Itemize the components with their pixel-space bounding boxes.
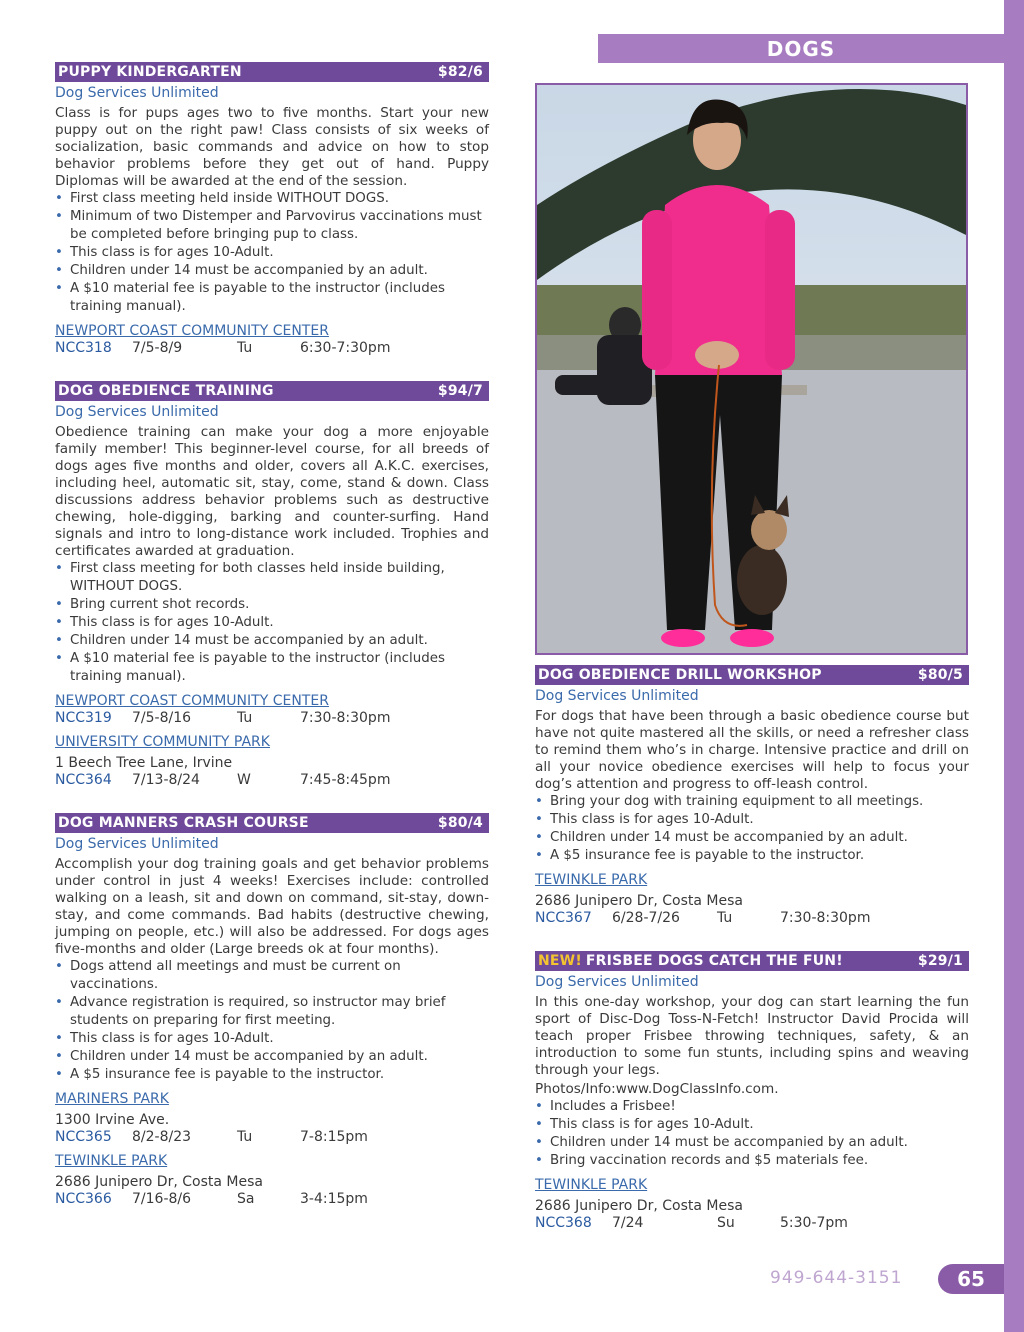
course-provider: Dog Services Unlimited xyxy=(55,404,219,420)
course-description: Class is for pups ages two to five months. Start your new puppy out on the right paw! Class consists of six weeks of socialization, basic commands and advice on how to stop behavior problems before they get out of hand. Puppy Diplomas will be awarded at the end of the session. xyxy=(55,105,489,189)
course-info: Photos/Info:www.DogClassInfo.com. xyxy=(535,1081,779,1097)
course-code[interactable]: NCC319 xyxy=(55,710,112,726)
session-day: Tu xyxy=(237,710,253,726)
course-bullets xyxy=(535,793,969,865)
session-dates: 7/13-8/24 xyxy=(132,772,200,788)
course-code[interactable]: NCC366 xyxy=(55,1191,112,1207)
session-day: Sa xyxy=(237,1191,255,1207)
course-price: $80/4 xyxy=(437,815,483,831)
course-provider: Dog Services Unlimited xyxy=(535,974,699,990)
session-day: Tu xyxy=(237,340,253,356)
bullet-item: • Minimum of two Distemper and Parvovirus vaccinations must be completed before bringing pup to class. xyxy=(55,208,489,244)
session-time: 6:30-7:30pm xyxy=(300,340,391,356)
bullet-item: • Children under 14 must be accompanied by an adult. xyxy=(535,1134,969,1152)
course-bullets xyxy=(55,560,489,686)
location-link[interactable]: MARINERS PARK xyxy=(55,1091,169,1107)
course-price: $29/1 xyxy=(917,953,963,969)
session-day: Tu xyxy=(717,910,733,926)
location-address: 2686 Junipero Dr, Costa Mesa xyxy=(535,1198,743,1214)
session-day: W xyxy=(237,772,251,788)
location-address: 2686 Junipero Dr, Costa Mesa xyxy=(55,1174,263,1190)
location-link[interactable]: TEWINKLE PARK xyxy=(535,1177,648,1193)
session-time: 7:30-8:30pm xyxy=(300,710,391,726)
section-title: DOGS xyxy=(598,34,1004,63)
course-header xyxy=(55,62,489,82)
bullet-item: • Dogs attend all meetings and must be current on vaccinations. xyxy=(55,958,489,994)
course-title: DOG OBEDIENCE TRAINING xyxy=(58,383,274,399)
course-block xyxy=(535,951,969,1232)
course-block xyxy=(55,813,489,1208)
session-time: 7:45-8:45pm xyxy=(300,772,391,788)
session-dates: 8/2-8/23 xyxy=(132,1129,192,1145)
location-address: 2686 Junipero Dr, Costa Mesa xyxy=(535,893,743,909)
course-bullets xyxy=(55,190,489,316)
bullet-item: • First class meeting held inside WITHOUT DOGS. xyxy=(55,190,489,208)
bullet-item: • Advance registration is required, so instructor may brief students on preparing for first meeting. xyxy=(55,994,489,1030)
course-price: $80/5 xyxy=(917,667,963,683)
bullet-item: • Bring vaccination records and $5 materials fee. xyxy=(535,1152,969,1170)
location-link[interactable]: TEWINKLE PARK xyxy=(535,872,648,888)
session-day: Tu xyxy=(237,1129,253,1145)
session-dates: 7/5-8/9 xyxy=(132,340,183,356)
bullet-item: • Children under 14 must be accompanied by an adult. xyxy=(55,262,489,280)
location-address: 1 Beech Tree Lane, Irvine xyxy=(55,755,233,771)
course-block xyxy=(55,381,489,789)
course-code[interactable]: NCC364 xyxy=(55,772,112,788)
bullet-item: • Children under 14 must be accompanied by an adult. xyxy=(55,1048,489,1066)
session-dates: 6/28-7/26 xyxy=(612,910,680,926)
course-provider: Dog Services Unlimited xyxy=(55,836,219,852)
bullet-item: • First class meeting for both classes held inside building, WITHOUT DOGS. xyxy=(55,560,489,596)
session-row xyxy=(55,1129,489,1146)
session-time: 7-8:15pm xyxy=(300,1129,368,1145)
course-header xyxy=(535,665,969,685)
course-code[interactable]: NCC368 xyxy=(535,1215,592,1231)
session-time: 5:30-7pm xyxy=(780,1215,848,1231)
session-row xyxy=(55,710,489,727)
course-title: PUPPY KINDERGARTEN xyxy=(58,64,242,80)
location-link[interactable]: NEWPORT COAST COMMUNITY CENTER xyxy=(55,693,329,709)
bullet-item: • A $5 insurance fee is payable to the instructor. xyxy=(55,1066,489,1084)
course-code[interactable]: NCC365 xyxy=(55,1129,112,1145)
edge-strip xyxy=(1004,0,1024,1332)
bullet-item: • This class is for ages 10-Adult. xyxy=(55,614,489,632)
location-address: 1300 Irvine Ave. xyxy=(55,1112,170,1128)
course-title-wrap xyxy=(58,381,274,401)
location-link[interactable]: TEWINKLE PARK xyxy=(55,1153,168,1169)
session-day: Su xyxy=(717,1215,735,1231)
bullet-item: • Bring your dog with training equipment to all meetings. xyxy=(535,793,969,811)
bullet-item: • Bring current shot records. xyxy=(55,596,489,614)
session-dates: 7/5-8/16 xyxy=(132,710,192,726)
course-price: $82/6 xyxy=(437,64,483,80)
course-description: For dogs that have been through a basic obedience course but have not quite mastered all the skills, or need a refresher class to remind them who’s in charge. Intensive practice and drill on all your novice obedience exercises will help to focus your dog’s attention and progress to off-leash control. xyxy=(535,708,969,792)
course-description: Obedience training can make your dog a more enjoyable family member! This beginner-level course, for all breeds of dogs ages five months and older, covers all A.K.C. exercises, including heel, automatic sit, stay, come, stand & down. Class discussions address behavior problems such as destructive chewing, hole-digging, barking and counter-surfing. Hand signals and intro to long-distance work included. Trophies and certificates awarded at graduation. xyxy=(55,424,489,559)
course-title-wrap xyxy=(538,951,843,971)
session-row xyxy=(55,340,489,357)
course-title-wrap xyxy=(58,62,242,82)
session-row xyxy=(55,1191,489,1208)
session-row xyxy=(535,1215,969,1232)
course-block xyxy=(55,62,489,357)
left-column xyxy=(55,62,489,1232)
course-provider: Dog Services Unlimited xyxy=(535,688,699,704)
bullet-item: • A $10 material fee is payable to the instructor (includes training manual). xyxy=(55,280,489,316)
course-description: Accomplish your dog training goals and get behavior problems under control in just 4 weeks! Exercises include: controlled walking on a leash, sit and down on command, sit-stay, down-stay, and come commands. Bad habits (destructive chewing, jumping on people, etc.) will also be addressed. For dogs ages five-months and older (Large breeds ok at four months). xyxy=(55,856,489,957)
course-block xyxy=(535,665,969,927)
session-row xyxy=(55,772,489,789)
course-bullets xyxy=(55,958,489,1084)
bullet-item: • Children under 14 must be accompanied by an adult. xyxy=(55,632,489,650)
session-time: 3-4:15pm xyxy=(300,1191,368,1207)
course-header xyxy=(535,951,969,971)
course-bullets xyxy=(535,1098,969,1170)
bullet-item: • This class is for ages 10-Adult. xyxy=(55,1030,489,1048)
course-description: In this one-day workshop, your dog can start learning the fun sport of Disc-Dog Toss-N-Fetch! Instructor David Procida will teach proper Frisbee throwing techniques, safety, & an introduction to some fun stunts, including spins and weaving through your legs. xyxy=(535,994,969,1078)
session-dates: 7/16-8/6 xyxy=(132,1191,192,1207)
course-price: $94/7 xyxy=(437,383,483,399)
new-badge: NEW! xyxy=(538,953,582,969)
bullet-item: • This class is for ages 10-Adult. xyxy=(55,244,489,262)
course-title: DOG OBEDIENCE DRILL WORKSHOP xyxy=(538,667,822,683)
photo-woman-with-dog xyxy=(535,83,968,655)
bullet-item: • This class is for ages 10-Adult. xyxy=(535,811,969,829)
footer-phone: 949-644-3151 xyxy=(770,1268,903,1288)
session-time: 7:30-8:30pm xyxy=(780,910,871,926)
course-title-wrap xyxy=(58,813,309,833)
course-code[interactable]: NCC367 xyxy=(535,910,592,926)
course-header xyxy=(55,381,489,401)
location-link[interactable]: NEWPORT COAST COMMUNITY CENTER xyxy=(55,323,329,339)
course-title: FRISBEE DOGS CATCH THE FUN! xyxy=(585,953,843,969)
page-number: 65 xyxy=(938,1264,1004,1294)
right-column xyxy=(535,665,969,1256)
bullet-item: • This class is for ages 10-Adult. xyxy=(535,1116,969,1134)
course-code[interactable]: NCC318 xyxy=(55,340,112,356)
session-row xyxy=(535,910,969,927)
bullet-item: • A $10 material fee is payable to the instructor (includes training manual). xyxy=(55,650,489,686)
course-provider: Dog Services Unlimited xyxy=(55,85,219,101)
bullet-item: • Children under 14 must be accompanied by an adult. xyxy=(535,829,969,847)
course-header xyxy=(55,813,489,833)
location-link[interactable]: UNIVERSITY COMMUNITY PARK xyxy=(55,734,270,750)
bullet-item: • A $5 insurance fee is payable to the instructor. xyxy=(535,847,969,865)
course-title-wrap xyxy=(538,665,822,685)
session-dates: 7/24 xyxy=(612,1215,644,1231)
course-title: DOG MANNERS CRASH COURSE xyxy=(58,815,309,831)
bullet-item: • Includes a Frisbee! xyxy=(535,1098,969,1116)
